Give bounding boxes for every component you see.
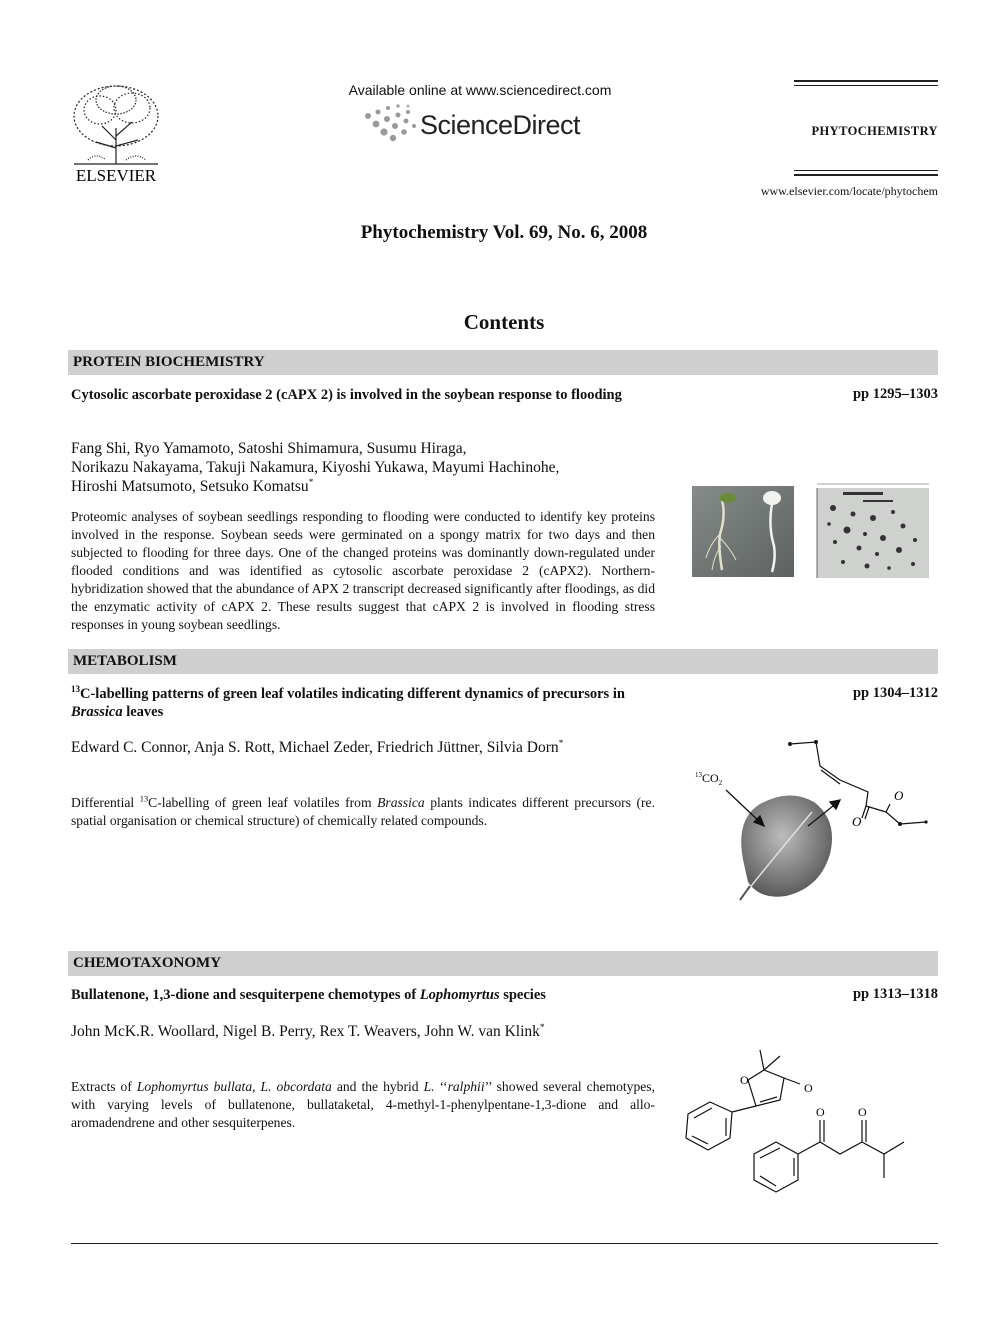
- authors-line: Norikazu Nakayama, Takuji Nakamura, Kiyoshi Yukawa, Mayumi Hachinohe,: [71, 459, 560, 476]
- oxygen-label: O: [816, 1105, 825, 1119]
- soybean-seedling-photo: [692, 486, 794, 577]
- section-heading-protein-biochemistry: PROTEIN BIOCHEMISTRY: [68, 350, 938, 375]
- header-rule-top-2: [794, 85, 938, 86]
- oxygen-label: O: [852, 814, 862, 829]
- section-heading-chemotaxonomy: CHEMOTAXONOMY: [68, 951, 938, 976]
- isotope-superscript: 13: [139, 793, 149, 804]
- title-text: Bullatenone, 1,3-dione and sesquiterpene chemotypes of: [71, 987, 420, 1003]
- authors-line: Hiroshi Matsumoto, Setsuko Komatsu: [71, 478, 309, 495]
- corresponding-author-mark: *: [539, 1021, 545, 1033]
- co2-label: $^{13}CO_2$: [695, 771, 723, 787]
- authors-line: Fang Shi, Ryo Yamamoto, Satoshi Shimamura, Susumu Hiraga,: [71, 440, 467, 457]
- title-text: leaves: [122, 704, 164, 720]
- article-pages: pp 1313–1318: [852, 986, 938, 1002]
- authors-line: Edward C. Connor, Anja S. Rott, Michael Zeder, Friedrich Jüttner, Silvia Dorn: [71, 739, 559, 756]
- tree-icon: [74, 86, 158, 164]
- abstract-italic: Lophomyrtus bullata, L. obcordata: [136, 1079, 332, 1094]
- article-abstract: Proteomic analyses of soybean seedlings responding to flooding were conducted to identify key proteins involved in the response. Soybean seeds were germinated on a spongy matrix for two days and then subjected to flooding for three days. One of the changed proteins was dominantly down-regulated under flooded conditions and was identified as cytosolic ascorbate peroxidase 2 (cAPX2). Northern-hybridization showed that the abundance of APX 2 transcript decreased significantly after floodings, as did the enzymatic activity of cAPX 2. These results suggest that cAPX 2 is involved in flooding stress responses in young soybean seedlings.: [71, 509, 655, 632]
- footer-divider: [71, 1243, 938, 1244]
- title-italic: Lophomyrtus: [419, 987, 500, 1003]
- available-online-text: Available online at www.sciencedirect.com: [348, 82, 612, 98]
- corresponding-author-mark: *: [558, 737, 564, 749]
- abstract-text: ‘‘: [434, 1079, 448, 1094]
- bullatenone-structure: [686, 1050, 800, 1150]
- abstract-text: Extracts of: [71, 1079, 137, 1094]
- article-authors: [71, 1022, 661, 1041]
- abstract-italic: Brassica: [377, 795, 425, 810]
- contents-heading: Contents: [463, 310, 545, 334]
- corresponding-author-mark: *: [308, 476, 314, 488]
- section-heading-metabolism: METABOLISM: [68, 649, 938, 674]
- abstract-text: Differential: [71, 795, 140, 810]
- article-title[interactable]: [71, 685, 651, 721]
- header-rule-top-1: [794, 80, 938, 82]
- article-authors: [71, 738, 661, 757]
- article-title[interactable]: Cytosolic ascorbate peroxidase 2 (cAPX 2) is involved in the soybean response to flooding: [71, 387, 622, 403]
- header-rule-bottom-2: [794, 174, 938, 176]
- oxygen-label: O: [804, 1081, 813, 1095]
- chemotype-structures: [676, 1036, 936, 1206]
- isotope-superscript: 13: [71, 684, 80, 695]
- oxygen-label: O: [858, 1105, 867, 1119]
- publisher-name: ELSEVIER: [75, 166, 157, 185]
- abstract-italic: L.: [423, 1079, 435, 1094]
- 2d-gel-image: [803, 478, 929, 578]
- abstract-text: C-labelling of green leaf volatiles from: [148, 795, 378, 810]
- article-authors: [71, 439, 661, 496]
- article-abstract: [71, 794, 655, 830]
- article-pages: pp 1304–1312: [852, 685, 938, 701]
- oxygen-label: O: [740, 1073, 749, 1087]
- issue-title: Phytochemistry Vol. 69, No. 6, 2008: [360, 222, 648, 243]
- journal-name: PHYTOCHEMISTRY: [811, 124, 938, 138]
- article-abstract: [71, 1078, 655, 1132]
- oxygen-label: O: [894, 788, 904, 803]
- header-rule-bottom-1: [794, 170, 938, 171]
- title-text: C-labelling patterns of green leaf volatiles indicating different dynamics of precursors in: [79, 686, 625, 702]
- article-pages: pp 1295–1303: [852, 386, 938, 402]
- leaf-volatile-graphic: [690, 730, 940, 910]
- article-title[interactable]: [71, 986, 651, 1004]
- authors-line: John McK.R. Woollard, Nigel B. Perry, Rex T. Weavers, John W. van Klink: [71, 1023, 540, 1040]
- sciencedirect-wordmark: ScienceDirect: [420, 110, 581, 140]
- dione-structure: [754, 1120, 904, 1192]
- journal-url[interactable]: www.elsevier.com/locate/phytochem: [760, 184, 938, 198]
- abstract-italic: ralphii: [447, 1079, 485, 1094]
- abstract-text: ’’ showed several chemotypes, with varying levels of bullatenone, bullataketal, 4-methyl-1-phenylpentane-1,3-dione and allo-aromadendrene and other sesquiterpenes.: [71, 1079, 655, 1130]
- abstract-text: and the hybrid: [331, 1079, 424, 1094]
- title-italic: Brassica: [71, 704, 123, 720]
- abstract-text: plants indicates different precursors (re. spatial organisation or chemical structure) of chemically related compounds.: [71, 795, 655, 828]
- elsevier-logo: [66, 78, 166, 186]
- title-text: species: [499, 987, 546, 1003]
